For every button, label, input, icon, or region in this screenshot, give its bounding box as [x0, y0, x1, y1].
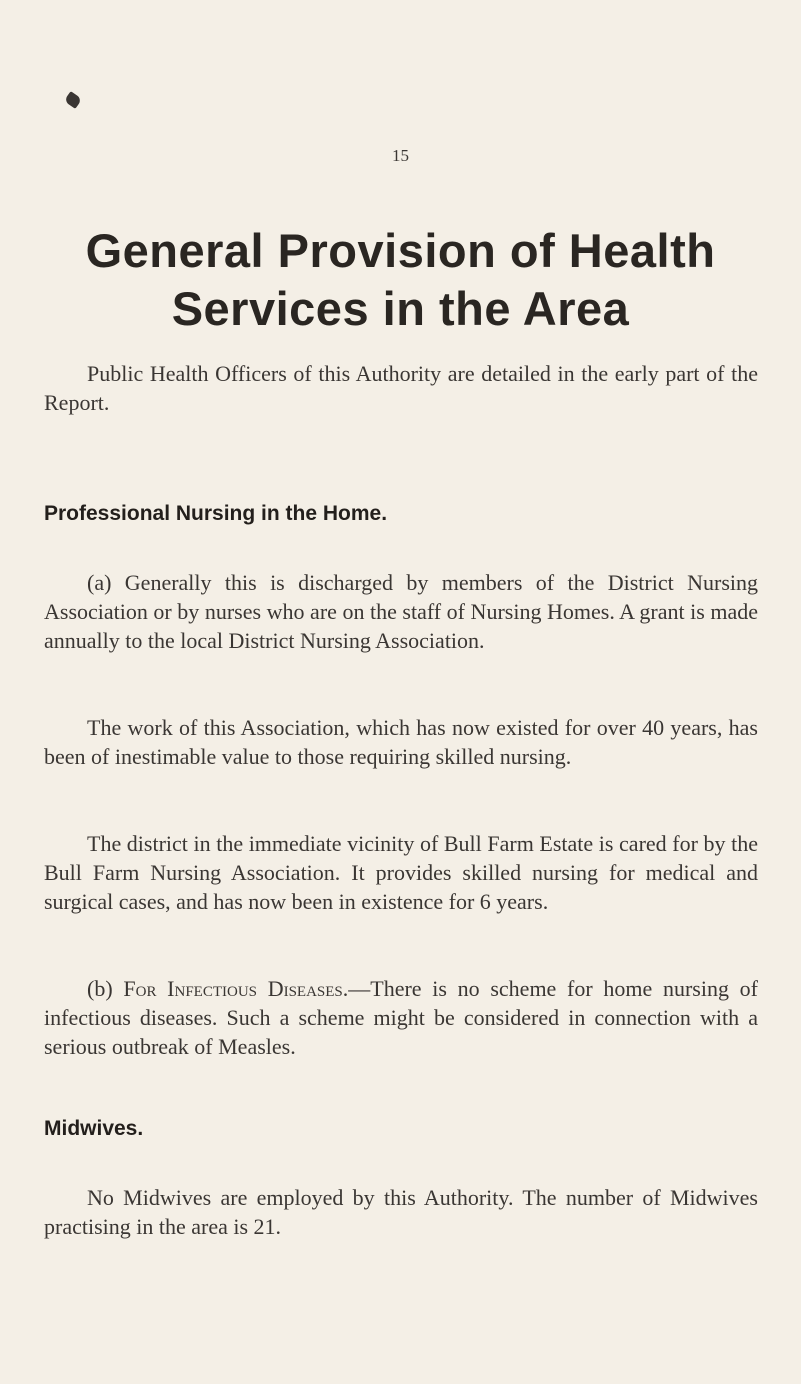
intro-paragraph: Public Health Officers of this Authority are detailed in the early part of the Report.: [44, 361, 758, 415]
title-line-1: General Provision of Health: [85, 224, 716, 277]
paragraph-b-label: (b): [87, 976, 113, 1001]
paragraph-a: (a) Generally this is discharged by members of the District Nursing Association or by nurses who are on the staff of Nursing Homes. A grant is made annually to the local District Nursing Association.: [44, 570, 758, 653]
page-title: [0, 222, 801, 338]
paragraph-b-text: —There is no scheme for home nursing of infectious diseases. Such a scheme might be considered in connection with a serious outbreak of Measles.: [44, 976, 759, 1059]
section-heading-nursing: Professional Nursing in the Home.: [44, 502, 388, 525]
title-line-2: Services in the Area: [171, 282, 630, 335]
page-number: 15: [392, 146, 409, 165]
section-heading-midwives: Midwives.: [44, 1117, 144, 1140]
paragraph-association-work: The work of this Association, which has now existed for over 40 years, has been of inestimable value to those requiring skilled nursing.: [44, 715, 758, 769]
ink-mark: [64, 91, 82, 109]
paragraph-b: [44, 974, 758, 1061]
midwives-paragraph: No Midwives are employed by this Authority. The number of Midwives practising in the area is 21.: [44, 1185, 758, 1239]
paragraph-b-caption: For Infectious Diseases.: [123, 976, 349, 1001]
paragraph-bull-farm: The district in the immediate vicinity of Bull Farm Estate is cared for by the Bull Farm Nursing Association. It provides skilled nursing for medical and surgical cases, and has now been in existence for 6 years.: [44, 831, 758, 914]
